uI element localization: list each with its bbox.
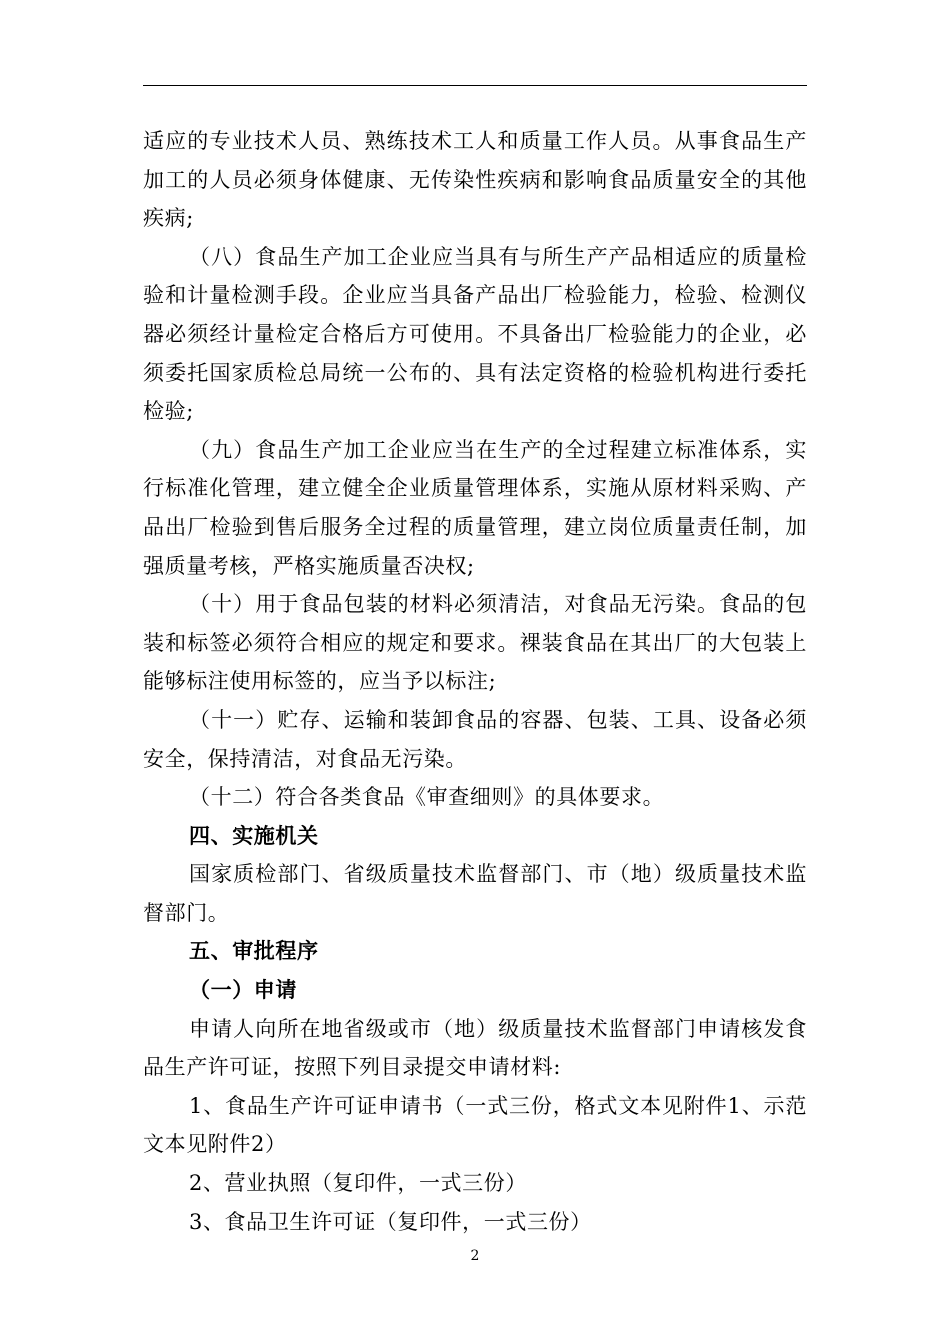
paragraph: （九）食品生产加工企业应当在生产的全过程建立标准体系，实行标准化管理，建立健全企业质量管理体系，实施从原材料采购、产品出厂检验到售后服务全过程的质量管理，建立岗位质量责任制，加强质量考核，严格实施质量否决权; — [143, 437, 807, 578]
paragraph: （十二）符合各类食品《审查细则》的具体要求。 — [189, 785, 665, 810]
subsection-heading: （一）申请 — [189, 978, 297, 1003]
header-rule — [143, 85, 807, 86]
paragraph: 国家质检部门、省级质量技术监督部门、市（地）级质量技术监督部门。 — [143, 862, 807, 925]
paragraph: 适应的专业技术人员、熟练技术工人和质量工作人员。从事食品生产加工的人员必须身体健康、无传染性疾病和影响食品质量安全的其他疾病; — [143, 129, 807, 231]
paragraph: 申请人向所在地省级或市（地）级质量技术监督部门申请核发食品生产许可证，按照下列目录提交申请材料: — [143, 1016, 807, 1080]
list-item: 1、食品生产许可证申请书（一式三份，格式文本见附件1、示范文本见附件2） — [143, 1093, 807, 1157]
paragraph: （十）用于食品包装的材料必须清洁，对食品无污染。食品的包装和标签必须符合相应的规定和要求。裸装食品在其出厂的大包装上能够标注使用标签的，应当予以标注; — [143, 592, 807, 694]
list-item: 3、食品卫生许可证（复印件，一式三份） — [189, 1209, 592, 1234]
section-heading: 五、审批程序 — [189, 939, 319, 964]
section-heading: 四、实施机关 — [189, 823, 319, 848]
document-body — [143, 122, 807, 1241]
page-number: 2 — [470, 1248, 480, 1264]
paragraph: （十一）贮存、运输和装卸食品的容器、包装、工具、设备必须安全，保持清洁，对食品无污染。 — [143, 707, 807, 771]
list-item: 2、营业执照（复印件，一式三份） — [189, 1171, 527, 1196]
paragraph: （八）食品生产加工企业应当具有与所生产产品相适应的质量检验和计量检测手段。企业应当具备产品出厂检验能力，检验、检测仪器必须经计量检定合格后方可使用。不具备出厂检验能力的企业，必须委托国家质检总局统一公布的、具有法定资格的检验机构进行委托检验; — [143, 244, 807, 424]
